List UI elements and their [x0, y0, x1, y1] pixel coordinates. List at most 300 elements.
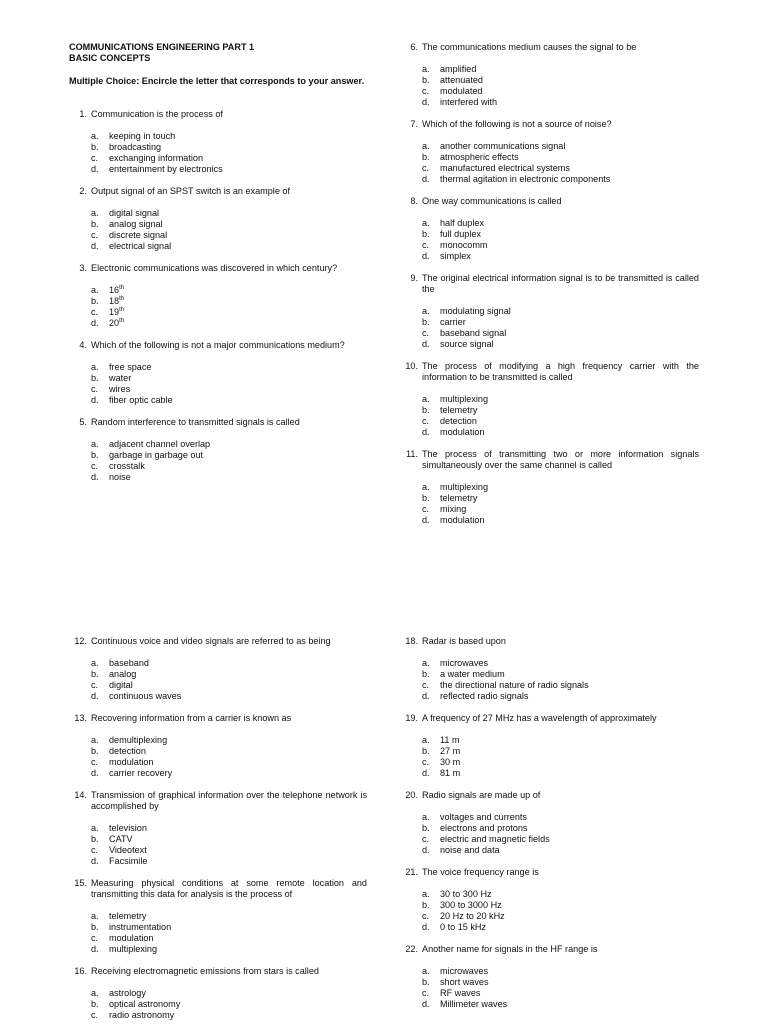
- question-text: Random interference to transmitted signals is called: [91, 417, 300, 427]
- question-text: The voice frequency range is: [422, 867, 539, 877]
- question-item: [69, 790, 367, 867]
- option-letter: d.: [91, 395, 99, 405]
- answer-options: [91, 988, 367, 1021]
- question-text: Another name for signals in the HF range is: [422, 944, 598, 954]
- answer-options: [422, 64, 699, 108]
- answer-option: [422, 306, 699, 317]
- option-text: a water medium: [440, 669, 505, 679]
- option-letter: b.: [422, 405, 430, 415]
- question-stem: [400, 196, 699, 207]
- answer-option: [422, 911, 699, 922]
- option-letter: c.: [422, 988, 430, 998]
- option-letter: b.: [422, 900, 430, 910]
- option-letter: c.: [91, 153, 99, 163]
- option-text: astrology: [109, 988, 146, 998]
- option-letter: d.: [91, 768, 99, 778]
- question-stem: [69, 340, 367, 351]
- option-letter: b.: [422, 317, 430, 327]
- option-text: continuous waves: [109, 691, 182, 701]
- option-text: analog: [109, 669, 137, 679]
- question-column-bottom-right: [400, 636, 699, 1010]
- option-text: multiplexing: [440, 394, 489, 404]
- option-text: Facsimile: [109, 856, 148, 866]
- option-letter: c.: [422, 86, 430, 96]
- answer-option: [91, 845, 367, 856]
- answer-option: [91, 999, 367, 1010]
- option-text: 30 to 300 Hz: [440, 889, 492, 899]
- ordinal-suffix: th: [119, 306, 125, 313]
- question-stem: [69, 186, 367, 197]
- option-letter: d.: [422, 999, 430, 1009]
- answer-option: [91, 669, 367, 680]
- option-letter: c.: [422, 163, 430, 173]
- option-text: 19th: [109, 306, 125, 317]
- answer-option: [422, 163, 699, 174]
- question-text: Radar is based upon: [422, 636, 506, 646]
- question-text: A frequency of 27 MHz has a wavelength of approximately: [422, 713, 657, 723]
- answer-options: [91, 658, 367, 702]
- question-number: 5.: [79, 417, 87, 427]
- answer-option: [422, 86, 699, 97]
- option-letter: b.: [91, 219, 99, 229]
- option-letter: c.: [91, 933, 99, 943]
- question-column-bottom-left: [69, 636, 367, 1021]
- option-text: 30 m: [440, 757, 461, 767]
- option-letter: a.: [91, 208, 99, 218]
- question-stem: [400, 636, 699, 647]
- option-text: keeping in touch: [109, 131, 176, 141]
- option-letter: c.: [91, 384, 99, 394]
- option-letter: a.: [91, 362, 99, 372]
- option-letter: a.: [91, 911, 99, 921]
- option-text: demultiplexing: [109, 735, 168, 745]
- option-text: 27 m: [440, 746, 461, 756]
- answer-option: [422, 691, 699, 702]
- answer-option: [422, 394, 699, 405]
- question-item: [69, 636, 367, 702]
- option-text: broadcasting: [109, 142, 162, 152]
- answer-option: [422, 229, 699, 240]
- answer-options: [422, 812, 699, 856]
- question-number: 8.: [410, 196, 418, 206]
- option-letter: b.: [422, 977, 430, 987]
- option-text: carrier: [440, 317, 466, 327]
- answer-option: [422, 218, 699, 229]
- option-text: modulating signal: [440, 306, 511, 316]
- option-text: microwaves: [440, 966, 489, 976]
- option-text: modulation: [440, 515, 485, 525]
- question-number: 19.: [405, 713, 418, 723]
- question-text: Transmission of graphical information over the telephone network is accomplished by: [91, 790, 367, 811]
- option-letter: d.: [422, 427, 430, 437]
- question-stem: [69, 713, 367, 724]
- option-text: mixing: [440, 504, 467, 514]
- option-letter: b.: [91, 999, 99, 1009]
- option-text: RF waves: [440, 988, 481, 998]
- question-item: [69, 109, 367, 175]
- option-letter: c.: [91, 680, 99, 690]
- option-text: digital signal: [109, 208, 160, 218]
- answer-option: [422, 768, 699, 779]
- option-text: detection: [109, 746, 146, 756]
- answer-option: [91, 944, 367, 955]
- question-text: The original electrical information signal is to be transmitted is called the: [422, 273, 699, 294]
- option-letter: b.: [422, 669, 430, 679]
- option-text: Videotext: [109, 845, 147, 855]
- question-text: Receiving electromagnetic emissions from stars is called: [91, 966, 319, 976]
- option-text: telemetry: [440, 405, 478, 415]
- option-text: 81 m: [440, 768, 461, 778]
- question-text: Continuous voice and video signals are referred to as being: [91, 636, 331, 646]
- question-item: [69, 417, 367, 483]
- option-text: garbage in garbage out: [109, 450, 204, 460]
- answer-option: [91, 142, 367, 153]
- question-number: 9.: [410, 273, 418, 283]
- option-text: electrons and protons: [440, 823, 528, 833]
- option-text: reflected radio signals: [440, 691, 529, 701]
- question-column-top-left: [69, 109, 367, 483]
- answer-option: [91, 241, 367, 252]
- answer-options: [91, 439, 367, 483]
- option-letter: a.: [422, 218, 430, 228]
- option-text: free space: [109, 362, 152, 372]
- option-letter: d.: [91, 944, 99, 954]
- option-letter: b.: [91, 669, 99, 679]
- option-letter: c.: [91, 230, 99, 240]
- question-stem: [69, 878, 367, 900]
- answer-option: [422, 416, 699, 427]
- question-text: Communication is the process of: [91, 109, 223, 119]
- option-text: analog signal: [109, 219, 163, 229]
- answer-option: [91, 450, 367, 461]
- option-letter: b.: [422, 746, 430, 756]
- question-number: 15.: [74, 878, 87, 888]
- question-item: [400, 273, 699, 350]
- option-text: simplex: [440, 251, 471, 261]
- answer-option: [91, 472, 367, 483]
- question-item: [69, 713, 367, 779]
- answer-option: [422, 504, 699, 515]
- answer-option: [91, 461, 367, 472]
- option-letter: c.: [422, 757, 430, 767]
- option-letter: c.: [422, 240, 430, 250]
- answer-option: [422, 64, 699, 75]
- answer-options: [91, 735, 367, 779]
- answer-options: [91, 285, 367, 329]
- option-text: wires: [109, 384, 131, 394]
- answer-options: [422, 658, 699, 702]
- answer-option: [91, 296, 367, 307]
- header: [69, 42, 369, 87]
- answer-option: [91, 823, 367, 834]
- option-letter: d.: [91, 318, 99, 328]
- question-item: [400, 196, 699, 262]
- answer-option: [422, 746, 699, 757]
- option-letter: c.: [422, 680, 430, 690]
- question-item: [400, 361, 699, 438]
- answer-option: [91, 691, 367, 702]
- option-letter: d.: [91, 164, 99, 174]
- answer-option: [422, 922, 699, 933]
- answer-option: [91, 746, 367, 757]
- option-text: water: [109, 373, 132, 383]
- question-number: 1.: [79, 109, 87, 119]
- option-text: modulation: [109, 933, 154, 943]
- question-text: The process of transmitting two or more information signals simultaneously over the same channel is called: [422, 449, 699, 470]
- answer-option: [91, 208, 367, 219]
- answer-option: [422, 328, 699, 339]
- answer-option: [91, 285, 367, 296]
- option-text: attenuated: [440, 75, 483, 85]
- option-text: radio astronomy: [109, 1010, 175, 1020]
- answer-option: [91, 922, 367, 933]
- question-text: The communications medium causes the signal to be: [422, 42, 637, 52]
- option-text: voltages and currents: [440, 812, 527, 822]
- answer-option: [91, 735, 367, 746]
- question-stem: [400, 361, 699, 383]
- answer-options: [422, 889, 699, 933]
- answer-options: [422, 218, 699, 262]
- question-number: 22.: [405, 944, 418, 954]
- option-letter: d.: [422, 97, 430, 107]
- answer-options: [422, 735, 699, 779]
- question-stem: [400, 944, 699, 955]
- answer-option: [422, 845, 699, 856]
- answer-options: [91, 131, 367, 175]
- question-number: 7.: [410, 119, 418, 129]
- answer-options: [91, 362, 367, 406]
- answer-option: [422, 812, 699, 823]
- option-text: baseband signal: [440, 328, 507, 338]
- question-item: [400, 790, 699, 856]
- question-number: 12.: [74, 636, 87, 646]
- answer-option: [422, 515, 699, 526]
- instructions: Multiple Choice: Encircle the letter that corresponds to your answer.: [69, 76, 365, 86]
- question-item: [69, 186, 367, 252]
- option-letter: d.: [422, 339, 430, 349]
- option-letter: a.: [91, 823, 99, 833]
- option-text: modulation: [109, 757, 154, 767]
- question-number: 16.: [74, 966, 87, 976]
- question-item: [400, 944, 699, 1010]
- answer-option: [422, 75, 699, 86]
- option-letter: c.: [91, 757, 99, 767]
- question-number: 3.: [79, 263, 87, 273]
- question-stem: [69, 417, 367, 428]
- option-text: electrical signal: [109, 241, 172, 251]
- answer-option: [422, 658, 699, 669]
- option-letter: d.: [422, 691, 430, 701]
- option-letter: d.: [422, 251, 430, 261]
- option-text: the directional nature of radio signals: [440, 680, 589, 690]
- option-text: adjacent channel overlap: [109, 439, 211, 449]
- option-letter: a.: [422, 735, 430, 745]
- doc-title: COMMUNICATIONS ENGINEERING PART 1: [69, 42, 255, 52]
- answer-option: [422, 966, 699, 977]
- question-text: Output signal of an SPST switch is an example of: [91, 186, 290, 196]
- question-stem: [400, 449, 699, 471]
- question-text: Electronic communications was discovered in which century?: [91, 263, 338, 273]
- question-text: Measuring physical conditions at some remote location and transmitting this data for analysis is the process of: [91, 878, 367, 899]
- answer-option: [91, 834, 367, 845]
- question-text: One way communications is called: [422, 196, 562, 206]
- option-letter: a.: [422, 394, 430, 404]
- option-text: baseband: [109, 658, 149, 668]
- option-text: half duplex: [440, 218, 484, 228]
- question-item: [400, 713, 699, 779]
- question-item: [69, 878, 367, 955]
- option-letter: a.: [422, 141, 430, 151]
- question-number: 18.: [405, 636, 418, 646]
- option-text: electric and magnetic fields: [440, 834, 550, 844]
- answer-option: [91, 230, 367, 241]
- option-letter: c.: [422, 328, 430, 338]
- answer-option: [422, 823, 699, 834]
- option-letter: d.: [422, 515, 430, 525]
- answer-option: [422, 977, 699, 988]
- answer-option: [91, 373, 367, 384]
- option-text: fiber optic cable: [109, 395, 173, 405]
- option-text: Millimeter waves: [440, 999, 508, 1009]
- question-item: [69, 340, 367, 406]
- option-letter: a.: [422, 306, 430, 316]
- answer-option: [422, 889, 699, 900]
- option-letter: b.: [91, 142, 99, 152]
- option-letter: a.: [91, 439, 99, 449]
- question-column-top-right: [400, 42, 699, 526]
- answer-options: [422, 966, 699, 1010]
- question-stem: [69, 966, 367, 977]
- question-number: 2.: [79, 186, 87, 196]
- answer-option: [91, 658, 367, 669]
- option-letter: a.: [422, 482, 430, 492]
- question-text: Radio signals are made up of: [422, 790, 541, 800]
- question-item: [400, 119, 699, 185]
- doc-subtitle: BASIC CONCEPTS: [69, 53, 151, 63]
- option-letter: d.: [422, 768, 430, 778]
- option-letter: d.: [91, 241, 99, 251]
- answer-option: [422, 251, 699, 262]
- option-text: 20th: [109, 317, 125, 328]
- option-text: 20 Hz to 20 kHz: [440, 911, 505, 921]
- question-stem: [400, 42, 699, 53]
- answer-option: [422, 427, 699, 438]
- option-letter: d.: [91, 472, 99, 482]
- option-text: thermal agitation in electronic components: [440, 174, 611, 184]
- question-text: The process of modifying a high frequency carrier with the information to be transmitted is called: [422, 361, 699, 382]
- question-stem: [400, 273, 699, 295]
- question-stem: [400, 790, 699, 801]
- option-letter: d.: [422, 174, 430, 184]
- answer-option: [91, 384, 367, 395]
- answer-options: [91, 823, 367, 867]
- answer-option: [91, 395, 367, 406]
- option-letter: b.: [91, 746, 99, 756]
- option-text: optical astronomy: [109, 999, 181, 1009]
- question-stem: [69, 109, 367, 120]
- option-letter: d.: [91, 856, 99, 866]
- question-text: Which of the following is not a major communications medium?: [91, 340, 345, 350]
- answer-option: [91, 911, 367, 922]
- answer-option: [91, 362, 367, 373]
- option-text: carrier recovery: [109, 768, 173, 778]
- option-text: modulated: [440, 86, 483, 96]
- option-letter: a.: [91, 285, 99, 295]
- question-item: [69, 263, 367, 329]
- option-letter: b.: [91, 450, 99, 460]
- question-number: 11.: [406, 449, 418, 459]
- question-stem: [69, 636, 367, 647]
- option-letter: b.: [422, 823, 430, 833]
- option-text: digital: [109, 680, 133, 690]
- answer-option: [91, 856, 367, 867]
- answer-option: [91, 988, 367, 999]
- option-text: discrete signal: [109, 230, 168, 240]
- option-letter: a.: [91, 735, 99, 745]
- question-stem: [400, 713, 699, 724]
- answer-option: [91, 680, 367, 691]
- option-letter: c.: [91, 845, 99, 855]
- answer-option: [422, 174, 699, 185]
- option-text: telemetry: [109, 911, 147, 921]
- option-letter: a.: [422, 812, 430, 822]
- answer-option: [91, 1010, 367, 1021]
- option-text: manufactured electrical systems: [440, 163, 570, 173]
- question-number: 6.: [410, 42, 418, 52]
- option-letter: b.: [422, 493, 430, 503]
- option-text: multiplexing: [109, 944, 158, 954]
- question-number: 14.: [74, 790, 87, 800]
- option-letter: c.: [422, 911, 430, 921]
- option-text: microwaves: [440, 658, 489, 668]
- option-text: 300 to 3000 Hz: [440, 900, 502, 910]
- question-item: [400, 867, 699, 933]
- option-letter: b.: [91, 296, 99, 306]
- answer-option: [422, 405, 699, 416]
- option-text: short waves: [440, 977, 489, 987]
- option-text: noise: [109, 472, 131, 482]
- question-item: [400, 449, 699, 526]
- answer-option: [422, 757, 699, 768]
- answer-options: [422, 482, 699, 526]
- answer-option: [91, 757, 367, 768]
- option-text: full duplex: [440, 229, 481, 239]
- option-letter: c.: [91, 461, 99, 471]
- option-letter: b.: [422, 152, 430, 162]
- option-text: monocomm: [440, 240, 488, 250]
- ordinal-suffix: th: [119, 295, 125, 302]
- option-letter: c.: [422, 504, 430, 514]
- answer-option: [91, 768, 367, 779]
- option-letter: b.: [422, 229, 430, 239]
- question-number: 21.: [405, 867, 418, 877]
- question-number: 4.: [79, 340, 87, 350]
- option-text: entertainment by electronics: [109, 164, 223, 174]
- question-item: [400, 636, 699, 702]
- answer-option: [422, 317, 699, 328]
- answer-option: [91, 153, 367, 164]
- question-item: [400, 42, 699, 108]
- answer-option: [91, 131, 367, 142]
- option-text: interfered with: [440, 97, 498, 107]
- option-letter: a.: [422, 889, 430, 899]
- answer-options: [91, 208, 367, 252]
- answer-option: [422, 493, 699, 504]
- question-stem: [69, 790, 367, 812]
- answer-options: [422, 141, 699, 185]
- option-letter: a.: [91, 658, 99, 668]
- question-text: Which of the following is not a source of noise?: [422, 119, 612, 129]
